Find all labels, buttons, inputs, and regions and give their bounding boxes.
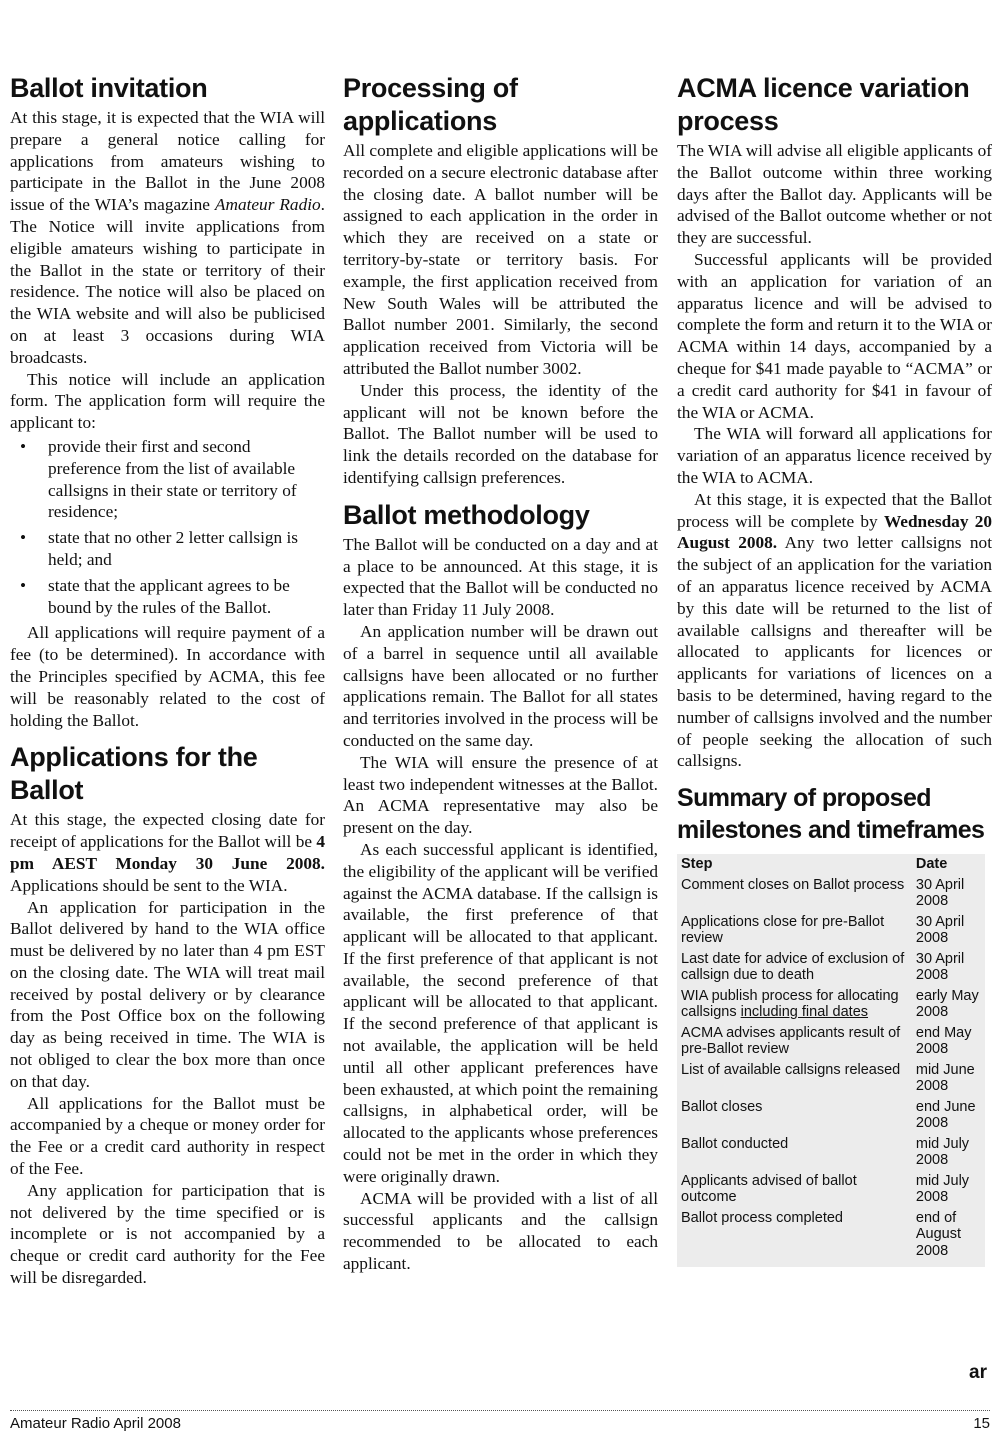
table-row (681, 951, 981, 984)
column-3 (677, 72, 992, 1267)
date-cell: end May 2008 (915, 1024, 972, 1058)
bullet-icon: • (20, 528, 27, 548)
date-cell: end of August 2008 (915, 1209, 962, 1259)
paragraph: At this stage, the expected closing date for receipt of applications for the Ballot will be 4 pm AEST Monday 30 June 2008. Applications should be sent to the WIA. (10, 810, 325, 895)
date-cell: mid July 2008 (915, 1172, 970, 1206)
page-footer (10, 1410, 990, 1432)
table-row (681, 914, 981, 947)
paragraph: An application for participation in the Ballot delivered by hand to the WIA office must be delivered by no later than 4 pm EST on the closing date. The WIA will treat mail received by postal delivery or by clearance from the Post Office box on the following day as being received in time. The WIA is not obliged to clear the box more than once on that day. (10, 897, 325, 1091)
column-2 (343, 72, 658, 1275)
date-cell: 30 April 2008 (915, 950, 965, 984)
magazine-title: Amateur Radio (214, 195, 321, 215)
step-cell: Ballot conducted (681, 1135, 789, 1152)
step-cell: Last date for advice of exclusion of callsign due to death (681, 950, 905, 984)
list-item: • provide their first and second preference from the list of available callsigns in their state or territory of residence; (20, 436, 297, 522)
step-cell: Ballot process completed (681, 1209, 843, 1226)
heading-summary: Summary of proposed milestones and timeframes (677, 784, 985, 845)
table-row (681, 1210, 981, 1260)
list-item: • state that no other 2 letter callsign is held; and (20, 528, 299, 569)
bullet-list (10, 436, 325, 618)
heading-ballot-invitation: Ballot invitation (10, 73, 208, 103)
date-cell: early May 2008 (915, 987, 979, 1021)
paragraph: At this stage, it is expected that the WIA will prepare a general notice calling for applications from amateurs wishing to participate in the Ballot in the June 2008 issue of the WIA’s magazine Amateur Radio. The Notice will invite applications from eligible amateurs wishing to participate in the Ballot in the state or territory of their residence. The notice will also be placed on the WIA website and will also be publicised on at least 3 occasions during WIA broadcasts. (10, 108, 325, 367)
date-cell: end June 2008 (915, 1098, 976, 1132)
magazine-issue: Amateur Radio April 2008 (10, 1415, 181, 1432)
paragraph: This notice will include an application form. The application form will require the applicant to: (10, 369, 325, 433)
table-row (681, 877, 981, 910)
step-cell: Comment closes on Ballot process (681, 876, 905, 893)
column-1 (10, 72, 325, 1289)
table-row (681, 1173, 981, 1206)
step-cell: ACMA advises applicants result of pre-Ballot review (681, 1024, 901, 1058)
paragraph: The Ballot will be conducted on a day and at a place to be announced. At this stage, it is expected that the Ballot will be conducted no later than Friday 11 July 2008. (343, 534, 658, 620)
table-row (681, 1062, 981, 1095)
paragraph: Successful applicants will be provided with an application for variation of an apparatus licence and will be advised to complete the form and return it to the WIA or ACMA within 14 days, accompanied by a cheque for $41 made payable to “ACMA” or a credit card authority for $41 in favour of the WIA or ACMA. (677, 249, 992, 422)
column-header-step: Step (681, 856, 713, 873)
date-cell: mid July 2008 (915, 1135, 970, 1169)
paragraph: At this stage, it is expected that the Ballot process will be complete by Wednesday 20 August 2008. Any two letter callsigns not the subject of an application for the variation of an apparatus licence received by ACMA by this date will be returned to the list of available callsigns and thereafter will be allocated to applicants for licences or applicants for variations of licences on a basis to be determined, having regard to the number of callsigns involved and the number of people seeking the allocation of such callsigns. (677, 489, 993, 771)
page-number: 15 (973, 1415, 990, 1432)
step-cell: Applications close for pre-Ballot review (681, 913, 885, 947)
paragraph: The WIA will advise all eligible applicants of the Ballot outcome within three working days after the Ballot day. Applicants will be advised of the Ballot outcome whether or not they are successful. (677, 141, 992, 248)
paragraph: Any application for participation that is not delivered by the time specified or is incomplete or is not accompanied by a cheque or credit card authority for the Fee will be disregarded. (10, 1180, 325, 1288)
table-row (681, 1025, 981, 1058)
paragraph: The WIA will ensure the presence of at least two independent witnesses at the Ballot. An ACMA representative may also be present on the day. (343, 752, 658, 838)
table-row (681, 1099, 981, 1132)
list-item: • state that the applicant agrees to be bound by the rules of the Ballot. (20, 575, 290, 617)
article-end-mark: ar (969, 1362, 987, 1383)
heading-applications: Applications for the Ballot (10, 742, 258, 806)
heading-processing: Processing of applications (343, 73, 518, 136)
bullet-icon: • (20, 575, 27, 595)
paragraph: ACMA will be provided with a list of all successful applicants and the callsign recommended to be allocated to each applicant. (343, 1188, 658, 1274)
date-cell: mid June 2008 (915, 1061, 975, 1095)
table-header (681, 856, 981, 873)
paragraph: All complete and eligible applications will be recorded on a secure electronic database after the closing date. A ballot number will be assigned to each application in the order in which they are received on a state or territory-by-state or territory basis. For example, the first application received from New South Wales will be attributed the Ballot number 2001. Similarly, the second application received from Victoria will be attributed the Ballot number 3002. (343, 141, 658, 378)
step-cell: Applicants advised of ballot outcome (681, 1172, 857, 1206)
bullet-icon: • (20, 436, 27, 456)
heading-acma-variation: ACMA licence variation process (677, 73, 970, 136)
step-cell: List of available callsigns released (681, 1061, 901, 1078)
paragraph: All applications for the Ballot must be accompanied by a cheque or money order for the Fee or a credit card authority in respect of the Fee. (10, 1093, 325, 1179)
step-cell: WIA publish process for allocating callsigns including final dates (681, 987, 899, 1021)
paragraph: An application number will be drawn out of a barrel in sequence until all available callsigns have been allocated or no further applications remain. The Ballot for all states and territories involved in the process will be conducted on the same day. (343, 621, 658, 750)
column-header-date: Date (915, 856, 948, 873)
paragraph: Under this process, the identity of the applicant will not be known before the Ballot. The Ballot number will be used to link the details recorded on the database for identifying callsign preferences. (343, 380, 658, 487)
paragraph: The WIA will forward all applications for variation of an apparatus licence received by the WIA to ACMA. (677, 424, 992, 487)
date-cell: 30 April 2008 (915, 876, 965, 910)
date-cell: 30 April 2008 (915, 913, 965, 947)
paragraph: All applications will require payment of a fee (to be determined). In accordance with the Principles specified by ACMA, this fee will be reasonably related to the cost of holding the Ballot. (10, 623, 325, 730)
table-row (681, 1136, 981, 1169)
paragraph: As each successful applicant is identified, the eligibility of the applicant will be verified against the ACMA database. If the callsign is available, the first preference of that applicant will be allocated to that applicant. If the first preference of that applicant is not available, the second preference of that applicant will be allocated to that applicant. If the second preference of that applicant is not available, the application will be held until all other applicant preferences have been exhausted, at which point the remaining callsigns, in alphabetical order, will be allocated to the applicants whose preferences could not be met in the order in which they were originally drawn. (343, 839, 658, 1186)
milestones-table (677, 854, 985, 1267)
step-cell: Ballot closes (681, 1098, 763, 1115)
heading-methodology: Ballot methodology (343, 499, 590, 530)
table-row (681, 988, 981, 1021)
